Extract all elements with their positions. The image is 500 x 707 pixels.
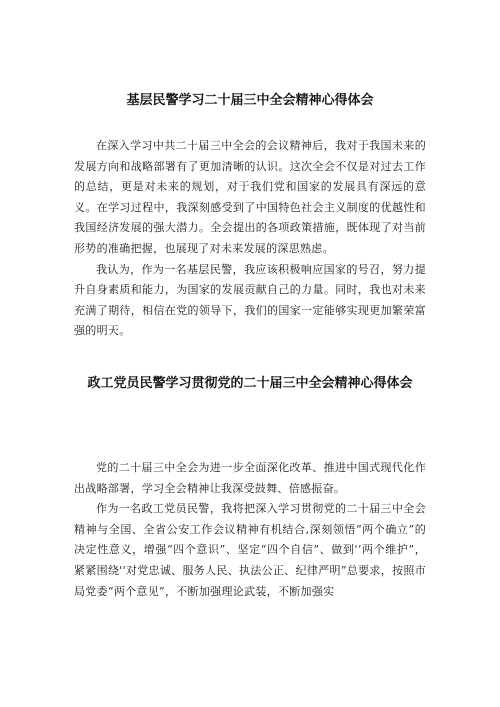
article-1-paragraph-2: 我认为，作为一名基层民警，我应该积极响应国家的号召，努力提升自身素质和能力，为国家的发展贡献自己的力量。同时，我也对未来充满了期待，相信在党的领导下，我们的国家一定能够实现更加繁荣富强的明天。 [74, 262, 426, 338]
article-2-title: 政工党员民警学习贯彻党的二十届三中全会精神心得体会 [87, 376, 413, 391]
article-2-paragraph-2: 作为一名政工党员民警，我将把深入学习贯彻党的二十届三中全会精神与全国、全省公安工作会议精神有机结合,深刻领悟“两个确立”的决定性意义，增强“四个意识”、坚定“四个自信”、做到'‘两个维护”，紧紧围绕''对党忠诚、服务人民、执法公正、纪律严明”总要求，按照市局党委“两个意见”，不断加强理论武装，不断加强实 [74, 502, 426, 598]
article-1-paragraph-1: 在深入学习中共二十届三中全会的会议精神后，我对于我国未来的发展方向和战略部署有了更加清晰的认识。这次全会不仅是对过去工作的总结，更是对未来的规划，对于我们党和国家的发展具有深远的意义。在学习过程中，我深刻感受到了中国特色社会主义制度的优越性和我国经济发展的强大潜力。全会提出的各项政策措施，既体现了对当前形势的准确把握，也展现了对未来发展的深思熟虑。 [74, 139, 426, 255]
article-1-body [74, 136, 426, 342]
article-1-title: 基层民警学习二十届三中全会精神心得体会 [126, 93, 374, 108]
article-2-paragraph-1: 党的二十届三中全会为进一步全面深化改革、推进中国式现代化作出战略部署，学习全会精神让我深受鼓舞、倍感振奋。 [74, 461, 426, 495]
article-2-body [74, 458, 426, 602]
